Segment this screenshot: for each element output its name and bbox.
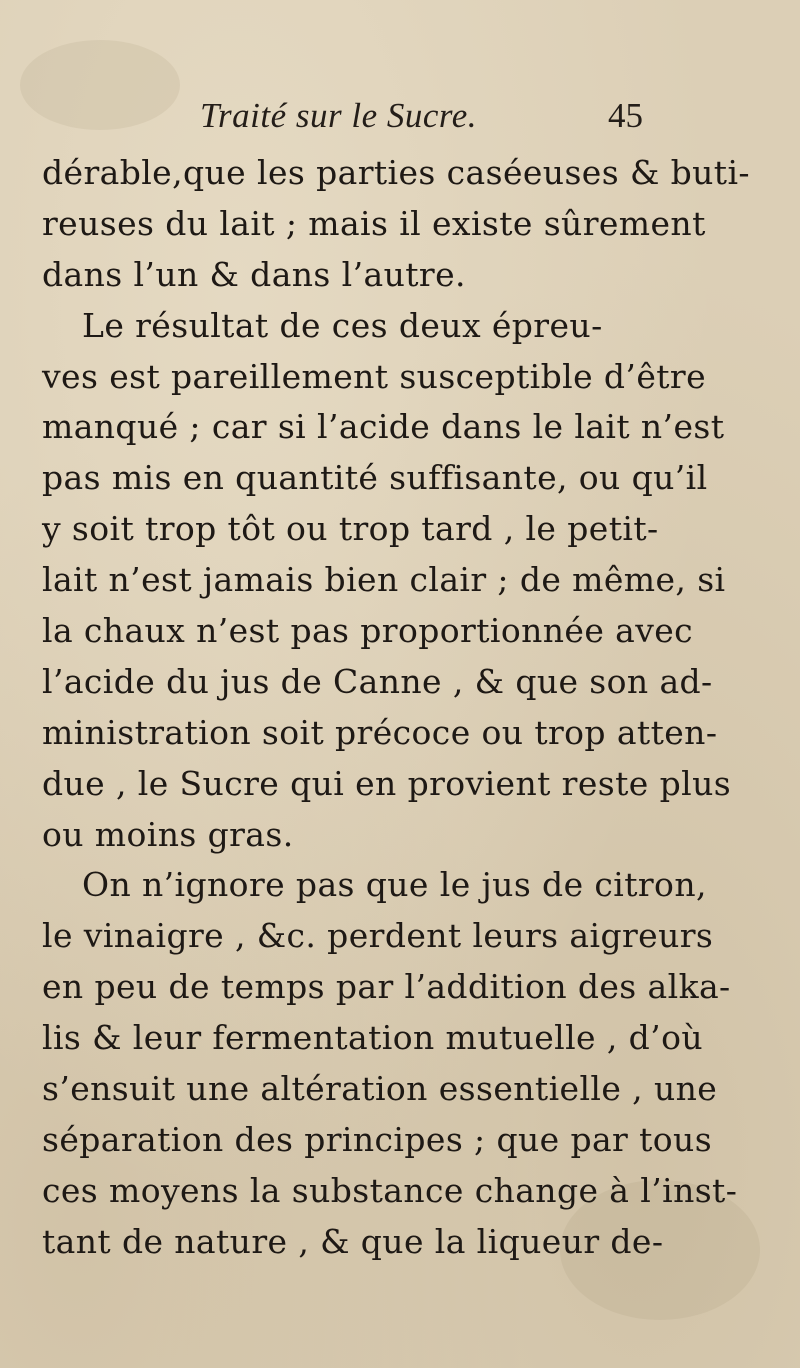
paragraph-start-line: On n’ignore pas que le jus de citron, xyxy=(82,865,707,905)
text-line: manqué ; car si l’acide dans le lait n’est xyxy=(42,407,725,447)
text-line: dans l’un & dans l’autre. xyxy=(42,254,466,294)
text-line: tant de nature , & que la liqueur de- xyxy=(42,1221,664,1261)
text-line: lis & leur fermentation mutuelle , d’où xyxy=(42,1018,703,1058)
text-line: dérable,que les parties caséeuses & buti- xyxy=(42,153,750,192)
text-line: lait n’est jamais bien clair ; de même, si xyxy=(42,560,726,600)
page-header xyxy=(200,96,660,146)
text-line: reuses du lait ; mais il existe sûrement xyxy=(42,203,706,243)
text-line: ou moins gras. xyxy=(42,814,294,854)
text-line: pas mis en quantité suffisante, ou qu’il xyxy=(42,458,708,498)
text-line: ves est pareillement susceptible d’être xyxy=(42,356,707,396)
text-line: l’acide du jus de Canne , & que son ad- xyxy=(42,661,713,701)
text-line: séparation des principes ; que par tous xyxy=(42,1119,713,1159)
page-number: 45 xyxy=(608,96,643,135)
text-line: ministration soit précoce ou trop atten- xyxy=(42,712,718,752)
text-line: ces moyens la substance change à l’inst- xyxy=(42,1170,738,1210)
text-line: la chaux n’est pas proportionnée avec xyxy=(42,611,694,651)
body-text xyxy=(42,148,750,1268)
text-line: y soit trop tôt ou trop tard , le petit- xyxy=(42,509,659,549)
running-title: Traité sur le Sucre. xyxy=(200,96,478,135)
paragraph-start-line: Le résultat de ces deux épreu- xyxy=(82,305,603,345)
text-line: s’ensuit une altération essentielle , une xyxy=(42,1069,718,1109)
text-line: en peu de temps par l’addition des alka- xyxy=(42,967,731,1007)
text-line: le vinaigre , &c. perdent leurs aigreurs xyxy=(42,916,714,956)
text-line: due , le Sucre qui en provient reste plus xyxy=(42,763,732,803)
paper-stain xyxy=(20,40,180,130)
